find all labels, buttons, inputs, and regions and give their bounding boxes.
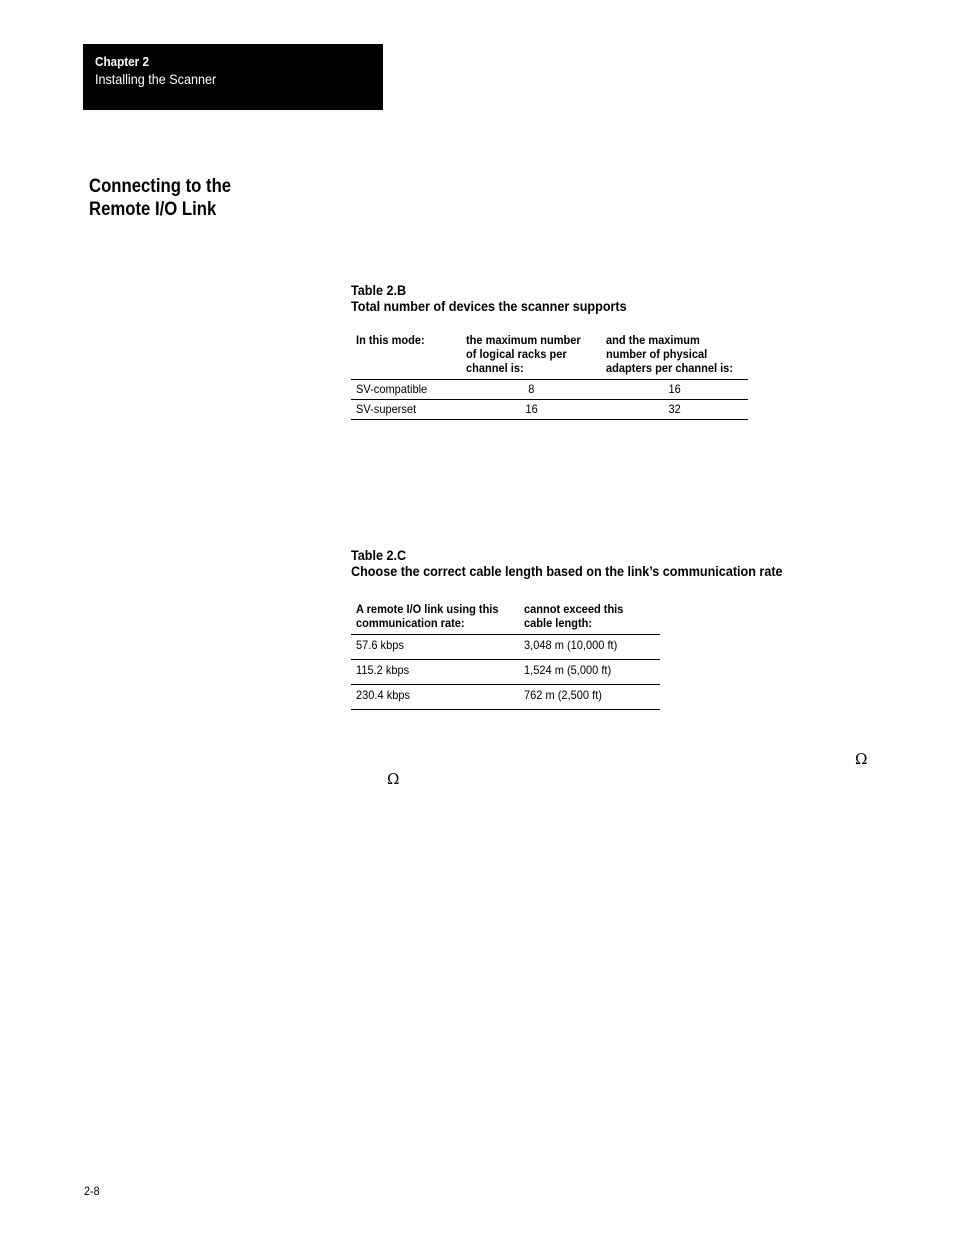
table-b-number: Table 2.B — [351, 282, 407, 298]
table-cell-rate — [351, 635, 519, 660]
section-heading-line-1: Connecting to the — [89, 176, 232, 197]
table-cell-length — [519, 635, 660, 660]
header-line: the maximum number — [466, 333, 582, 347]
cell-text: 57.6 kbps — [356, 638, 404, 652]
table-c-header-rate — [351, 602, 519, 635]
table-cell-length — [519, 660, 660, 685]
table-cell-rate — [351, 660, 519, 685]
table-cell-physical-adapters — [601, 400, 748, 420]
cell-text: 115.2 kbps — [356, 663, 410, 677]
cell-text: 1,524 m (5,000 ft) — [524, 663, 612, 677]
table-c-number: Table 2.C — [351, 547, 407, 563]
table-cell-physical-adapters — [601, 380, 748, 400]
header-line: channel is: — [466, 361, 525, 375]
header-line: cable length: — [524, 616, 593, 630]
header-line: adapters per channel is: — [605, 361, 733, 375]
cell-text: 762 m (2,500 ft) — [524, 688, 602, 702]
table-cell-logical-racks — [461, 400, 601, 420]
table-row — [351, 380, 748, 400]
table-b — [351, 333, 748, 420]
table-cell-rate — [351, 685, 519, 710]
chapter-label: Chapter 2 — [95, 54, 149, 69]
table-row — [351, 685, 660, 710]
table-c-title: Choose the correct cable length based on the link’s communication rate — [351, 563, 783, 579]
cell-text: SV-superset — [356, 402, 417, 416]
cell-text: SV-compatible — [356, 382, 428, 396]
cell-text: 8 — [528, 382, 535, 396]
table-b-title: Total number of devices the scanner supports — [351, 298, 627, 314]
cell-text: 32 — [668, 402, 682, 416]
table-b-header-logical-racks — [461, 333, 601, 380]
cell-text: 16 — [525, 402, 538, 416]
table-header-row — [351, 333, 748, 380]
table-header-row — [351, 602, 660, 635]
header-line: number of physical — [605, 347, 708, 361]
table-c-caption — [351, 547, 783, 579]
chapter-header-box — [83, 44, 383, 110]
chapter-subtitle: Installing the Scanner — [95, 71, 217, 87]
section-heading — [89, 175, 231, 221]
table-c-header-length — [519, 602, 660, 635]
cell-text: 230.4 kbps — [356, 688, 411, 702]
table-b-caption — [351, 282, 627, 314]
table-cell-logical-racks — [461, 380, 601, 400]
cell-text: 3,048 m (10,000 ft) — [524, 638, 618, 652]
table-b-header-mode — [351, 333, 461, 380]
omega-symbol: Ω — [387, 770, 400, 788]
table-b-header-physical-adapters — [601, 333, 748, 380]
table-c — [351, 602, 660, 710]
page-number: 2-8 — [84, 1184, 100, 1198]
header-line: communication rate: — [356, 616, 465, 630]
header-line: cannot exceed this — [524, 602, 624, 616]
header-line: In this mode: — [356, 333, 425, 347]
table-cell-length — [519, 685, 660, 710]
section-heading-line-2: Remote I/O Link — [89, 199, 217, 220]
cell-text: 16 — [668, 382, 682, 396]
table-row — [351, 635, 660, 660]
table-cell-mode — [351, 400, 461, 420]
table-row — [351, 660, 660, 685]
table-row — [351, 400, 748, 420]
omega-symbol: Ω — [855, 750, 868, 768]
header-line: A remote I/O link using this — [356, 602, 499, 616]
table-cell-mode — [351, 380, 461, 400]
header-line: and the maximum — [605, 333, 700, 347]
header-line: of logical racks per — [466, 347, 567, 361]
